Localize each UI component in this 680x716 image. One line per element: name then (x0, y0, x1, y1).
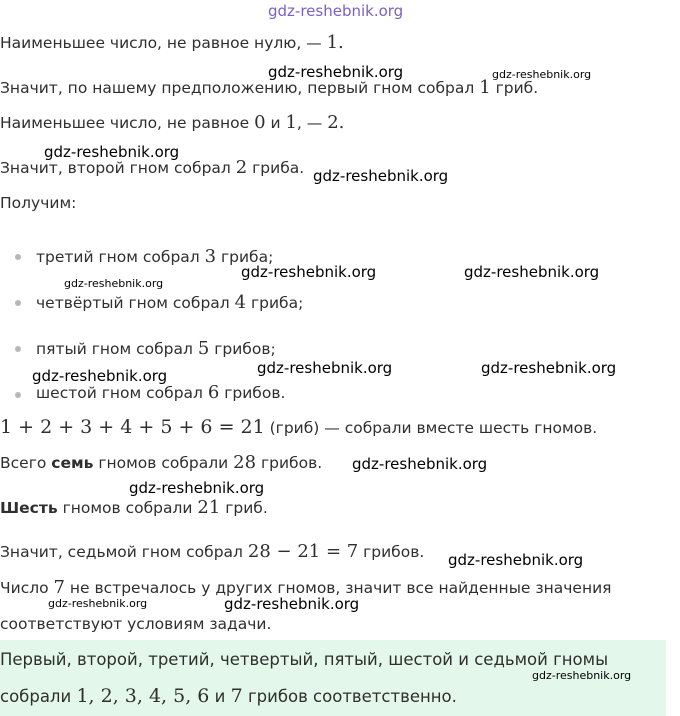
text: не встречалось у других гномов, значит все найденные значения (65, 579, 612, 597)
bullet-icon (15, 346, 21, 352)
text: гриба; (216, 248, 274, 266)
text: Число (0, 579, 54, 597)
text: Значит, седьмой гном собрал (0, 543, 248, 561)
text: гриба. (247, 159, 305, 177)
paragraph-we-get: Получим: (0, 194, 77, 212)
text: шестой гном собрал (36, 384, 208, 402)
math: 1. (326, 32, 344, 53)
math: 1 (479, 77, 491, 98)
text: грибов. (256, 454, 323, 472)
text: гриба; (246, 294, 304, 312)
math: 2 (235, 157, 248, 178)
text: Наименьшее число, не равное (0, 114, 255, 132)
paragraph-smallest-not-0-1 (0, 112, 344, 134)
paragraph-six-total (0, 497, 268, 519)
text: , — (296, 114, 328, 132)
watermark: gdz-reshebnik.org (44, 143, 180, 161)
watermark: gdz-reshebnik.org (492, 68, 592, 81)
watermark: gdz-reshebnik.org (129, 479, 265, 497)
math: 28 (233, 452, 257, 473)
text: пятый гном собрал (36, 340, 198, 358)
bullet-icon (15, 300, 21, 306)
text: грибов. (219, 384, 286, 402)
text: четвёртый гном собрал (36, 294, 235, 312)
list-item (36, 382, 285, 404)
math: 1 + 2 + 3 + 4 + 5 + 6 = 21 (0, 416, 265, 438)
watermark: gdz-reshebnik.org (464, 263, 600, 281)
text: Наименьшее число, не равное нулю, — (0, 34, 327, 52)
watermark: gdz-reshebnik.org (48, 597, 148, 610)
watermark: gdz-reshebnik.org (268, 63, 404, 81)
list-item (36, 338, 276, 360)
text: третий гном собрал (36, 248, 205, 266)
text: и (265, 114, 286, 132)
watermark-header: gdz-reshebnik.org (268, 2, 404, 20)
watermark: gdz-reshebnik.org (448, 551, 584, 569)
math: 0 (254, 112, 266, 133)
watermark: gdz-reshebnik.org (241, 263, 377, 281)
math: 7 (230, 685, 243, 707)
math: 5 (197, 338, 210, 359)
paragraph-seven-total (0, 452, 322, 474)
paragraph-seventh-gnome (0, 541, 424, 563)
text: гномов собрали (93, 454, 234, 472)
math: 3 (204, 246, 217, 267)
watermark: gdz-reshebnik.org (64, 277, 164, 290)
list-item (36, 292, 303, 314)
math: 1 (285, 112, 297, 133)
watermark: gdz-reshebnik.org (352, 455, 488, 473)
bullet-icon (15, 392, 21, 398)
text: гриб. (490, 79, 539, 97)
answer-line-2 (0, 685, 457, 707)
bold-word: Шесть (0, 499, 58, 517)
text: гриб. (220, 499, 268, 517)
answer-line-1: Первый, второй, третий, четвертый, пятый, шестой и седьмой гномы (0, 650, 609, 669)
math: 6 (207, 382, 220, 403)
text: (гриб) — собрали вместе шесть гномов. (264, 419, 598, 437)
text: Всего (0, 454, 52, 472)
math: 2. (327, 112, 345, 133)
text: грибов. (358, 543, 425, 561)
bold-word: семь (51, 454, 94, 472)
sum-equation (0, 416, 597, 439)
list-item (36, 246, 273, 268)
paragraph-conclusion: соответствуют условиям задачи. (0, 615, 272, 633)
watermark: gdz-reshebnik.org (313, 167, 449, 185)
text: Значит, второй гном собрал (0, 159, 236, 177)
math: 4 (234, 292, 247, 313)
text: собрали (0, 687, 77, 706)
text: гномов собрали (57, 499, 198, 517)
watermark: gdz-reshebnik.org (32, 367, 168, 385)
text: и (209, 687, 231, 706)
math: 21 (197, 497, 221, 518)
math: 28 − 21 = 7 (247, 541, 359, 562)
text: грибов; (209, 340, 276, 358)
math: 1, 2, 3, 4, 5, 6 (76, 685, 210, 707)
text: грибов соответственно. (242, 687, 457, 706)
watermark: gdz-reshebnik.org (224, 595, 360, 613)
text: Значит, по нашему предположению, первый гном собрал (0, 79, 480, 97)
watermark: gdz-reshebnik.org (481, 359, 617, 377)
watermark: gdz-reshebnik.org (532, 669, 632, 682)
paragraph-smallest-nonzero (0, 32, 344, 54)
math: 7 (53, 577, 65, 598)
watermark: gdz-reshebnik.org (257, 359, 393, 377)
bullet-icon (15, 254, 21, 260)
